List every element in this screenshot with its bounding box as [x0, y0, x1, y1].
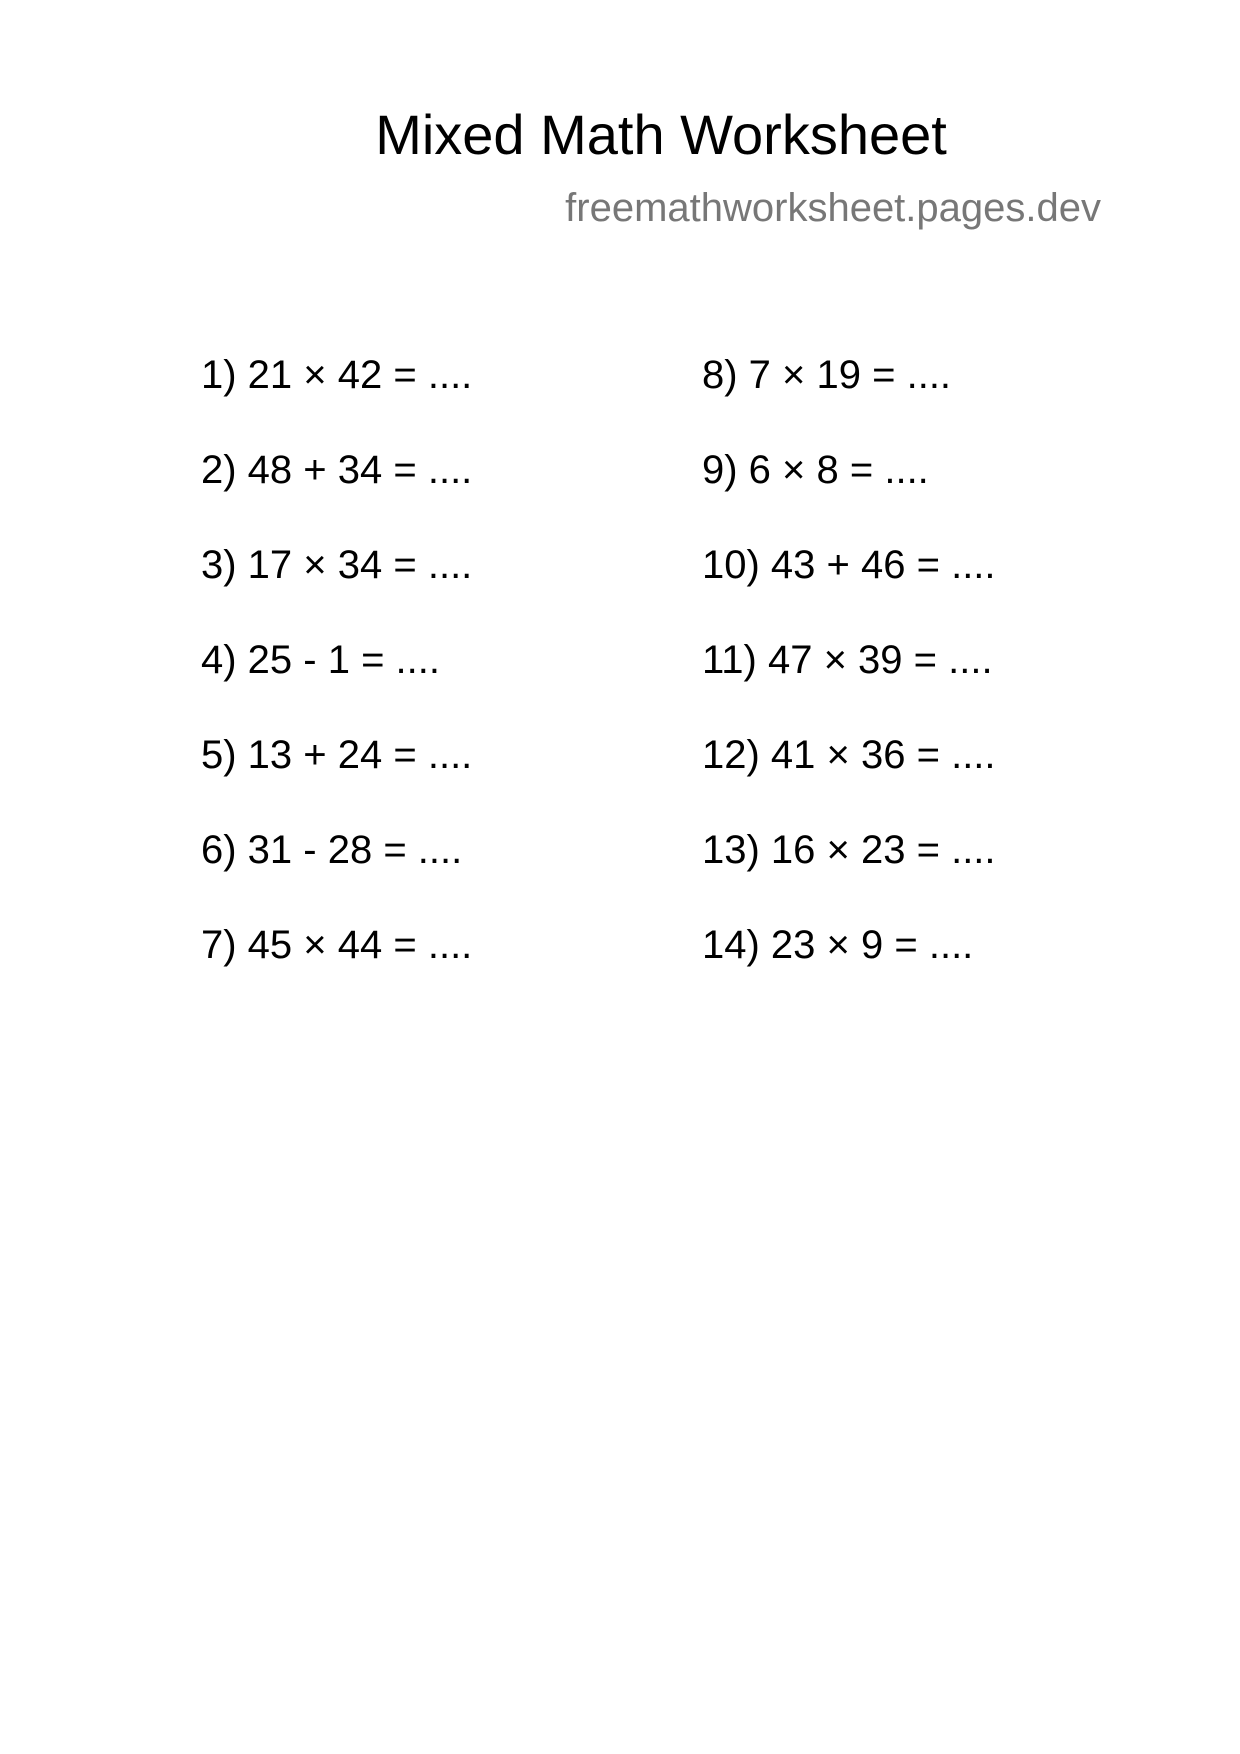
problem-grid — [0, 350, 1240, 1050]
problem-7: 7) 45 × 44 = .... — [201, 923, 473, 967]
problem-column-left — [201, 350, 681, 1015]
problem-1: 1) 21 × 42 = .... — [201, 353, 473, 397]
problem-13: 13) 16 × 23 = .... — [702, 828, 996, 872]
problem-9: 9) 6 × 8 = .... — [702, 448, 929, 492]
problem-4: 4) 25 - 1 = .... — [201, 638, 441, 682]
website-url: freemathworksheet.pages.dev — [565, 186, 1101, 230]
problem-14: 14) 23 × 9 = .... — [702, 923, 974, 967]
problem-column-right — [702, 350, 1182, 1015]
problem-3: 3) 17 × 34 = .... — [201, 543, 473, 587]
problem-2: 2) 48 + 34 = .... — [201, 448, 473, 492]
problem-8: 8) 7 × 19 = .... — [702, 353, 952, 397]
page-title: Mixed Math Worksheet — [375, 103, 947, 166]
problem-11: 11) 47 × 39 = .... — [702, 638, 993, 682]
problem-12: 12) 41 × 36 = .... — [702, 733, 996, 777]
problem-6: 6) 31 - 28 = .... — [201, 828, 463, 872]
problem-5: 5) 13 + 24 = .... — [201, 733, 473, 777]
problem-10: 10) 43 + 46 = .... — [702, 543, 996, 587]
